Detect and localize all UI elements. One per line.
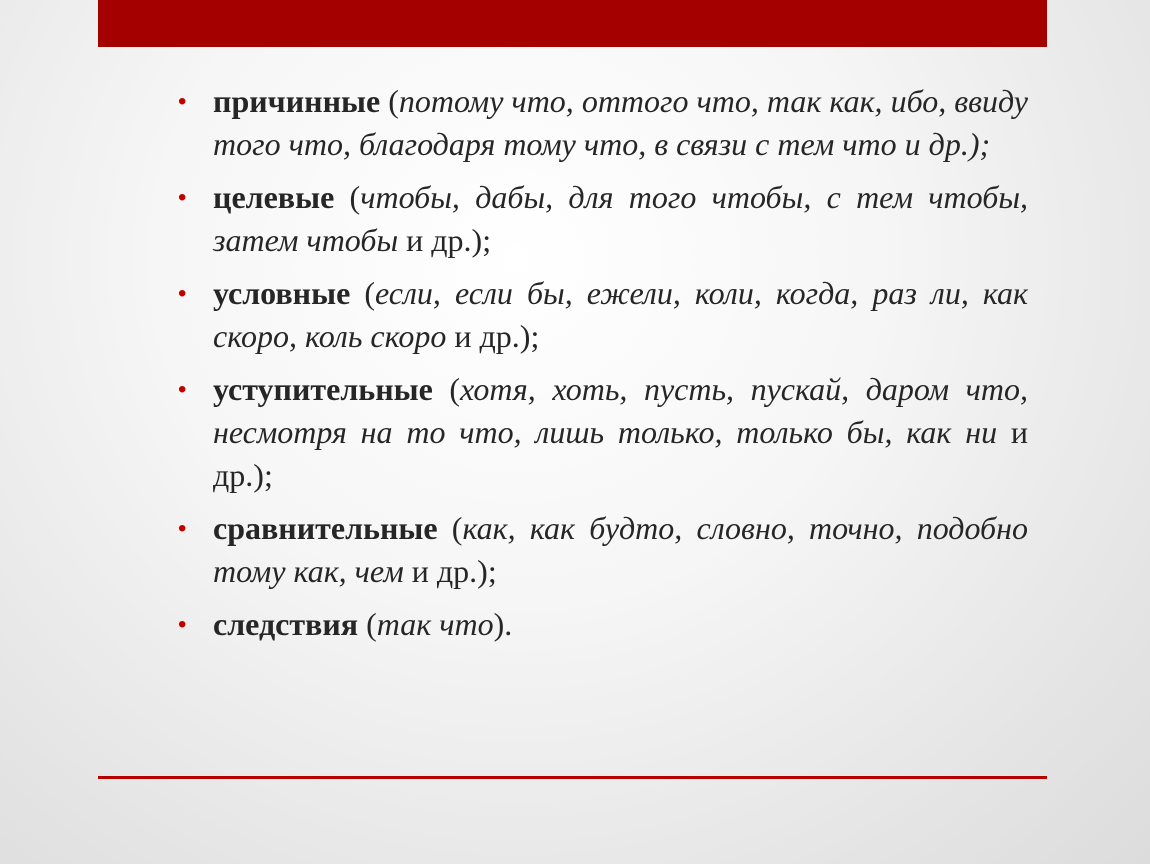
list-item (178, 272, 1028, 358)
item-examples: чтобы, дабы, для того чтобы, с тем чтобы, затем чтобы (213, 179, 1029, 258)
item-open-paren: ( (358, 606, 377, 642)
item-close: ); (519, 318, 540, 354)
item-open-paren: ( (432, 371, 461, 407)
item-tail: и др. (398, 222, 472, 258)
bullet-icon: • (178, 88, 187, 115)
item-open-paren: ( (334, 179, 361, 215)
header-bar (98, 0, 1047, 47)
list-item (178, 507, 1028, 593)
item-close: ). (493, 606, 513, 642)
bullet-list (178, 80, 1028, 656)
bullet-icon: • (178, 515, 187, 542)
item-examples: если, если бы, ежели, коли, когда, раз ли, как скоро, коль скоро (213, 275, 1029, 354)
item-close: ); (477, 553, 497, 589)
item-term: целевые (213, 179, 335, 215)
item-examples: так что (376, 606, 494, 642)
list-item (178, 368, 1028, 497)
bullet-icon: • (178, 280, 187, 307)
item-open-paren: ( (437, 510, 463, 546)
bullet-icon: • (178, 611, 187, 638)
item-examples: потому что, оттого что, так как, ибо, ввиду того что, благодаря тому что, в связи с тем что и др.); (213, 83, 1028, 162)
item-examples: как, как будто, словно, точно, подобно тому как, чем (213, 510, 1029, 589)
footer-divider (98, 776, 1047, 779)
item-examples: хотя, хоть, пусть, пускай, даром что, несмотря на то что, лишь только, только бы, как ни (213, 371, 1029, 450)
list-item (178, 603, 1028, 646)
item-tail: и др. (213, 414, 1029, 493)
item-open-paren: ( (380, 83, 399, 119)
item-term: условные (213, 275, 351, 311)
item-term: сравнительные (213, 510, 438, 546)
list-item (178, 176, 1028, 262)
item-close: ); (253, 457, 273, 493)
item-tail: и др. (446, 318, 520, 354)
bullet-icon: • (178, 376, 187, 403)
item-close: ); (471, 222, 492, 258)
item-term: уступительные (213, 371, 433, 407)
item-term: следствия (213, 606, 359, 642)
bullet-icon: • (178, 184, 187, 211)
item-term: причинные (213, 83, 381, 119)
list-item (178, 80, 1028, 166)
item-open-paren: ( (350, 275, 375, 311)
item-tail: и др. (403, 553, 478, 589)
